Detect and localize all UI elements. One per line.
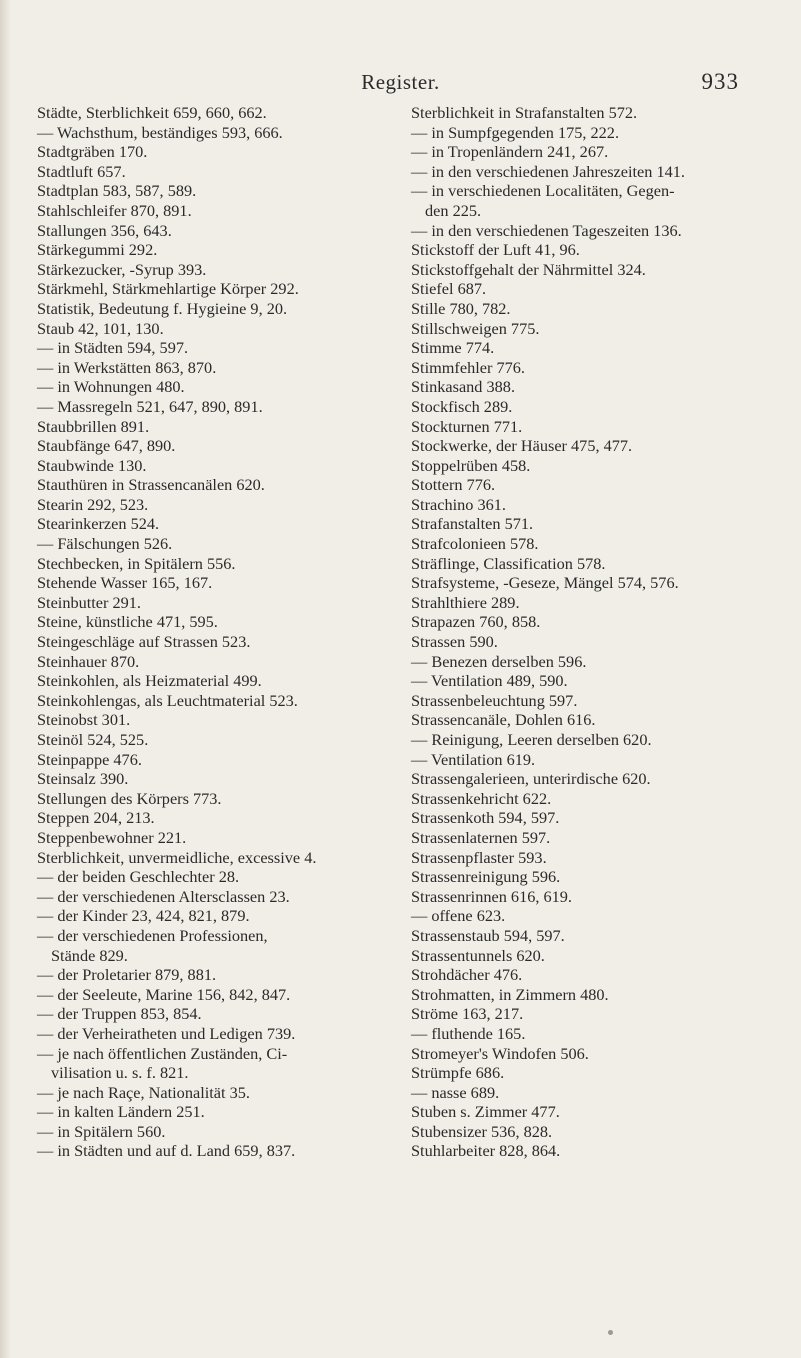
index-entry: Stockwerke, der Häuser 475, 477.	[411, 436, 633, 456]
index-entry: Stahlschleifer 870, 891.	[37, 200, 192, 220]
index-entry: Stärkmehl, Stärkmehlartige Körper 292.	[37, 279, 299, 299]
index-entry: Steinkohlen, als Heizmaterial 499.	[37, 671, 262, 691]
index-entry: Strassenpflaster 593.	[411, 847, 547, 867]
index-entry: Staubfänge 647, 890.	[37, 436, 176, 456]
index-entry: Stockturnen 771.	[411, 416, 523, 436]
index-entry: Steinsalz 390.	[37, 769, 129, 789]
index-entry: Stinkasand 388.	[411, 377, 516, 397]
index-entry: Stauthüren in Strassencanälen 620.	[37, 475, 265, 495]
index-entry: Stadtluft 657.	[37, 161, 126, 181]
index-entry: Strassenstaub 594, 597.	[411, 925, 565, 945]
index-entry: Stubensizer 536, 828.	[411, 1121, 553, 1141]
index-entry: — in den verschiedenen Jahreszeiten 141.	[411, 161, 685, 181]
page-spine-shadow	[0, 0, 10, 1358]
index-column-right	[411, 103, 791, 1161]
index-entry: Steinobst 301.	[37, 710, 131, 730]
index-entry: Staubwinde 130.	[37, 455, 147, 475]
index-entry: Strahlthiere 289.	[411, 592, 520, 612]
index-entry: Stärkegummi 292.	[37, 240, 158, 260]
index-entry: — in Werkstätten 863, 870.	[37, 357, 217, 377]
index-entry: Strassencanäle, Dohlen 616.	[411, 710, 596, 730]
running-title: Register.	[361, 70, 440, 94]
index-entry: Stellungen des Körpers 773.	[37, 788, 222, 808]
index-entry: — der verschiedenen Altersclassen 23.	[37, 886, 290, 906]
index-entry: Steinbutter 291.	[37, 592, 142, 612]
index-entry: Stechbecken, in Spitälern 556.	[37, 553, 236, 573]
index-entry: Steinpappe 476.	[37, 749, 142, 769]
index-entry: Strassengalerieen, unterirdische 620.	[411, 769, 651, 789]
index-column-left	[37, 103, 407, 1161]
index-entry: — der verschiedenen Professionen,	[37, 925, 268, 945]
index-entry: Strapazen 760, 858.	[411, 612, 541, 632]
index-entry: Staubbrillen 891.	[37, 416, 150, 436]
index-entry: Strassenkehricht 622.	[411, 788, 552, 808]
index-entry: — in den verschiedenen Tageszeiten 136.	[411, 220, 682, 240]
index-entry: — Reinigung, Leeren derselben 620.	[411, 730, 652, 749]
page-header	[0, 70, 801, 100]
index-entry: Steppen 204, 213.	[37, 808, 155, 828]
index-entry: Steinhauer 870.	[37, 651, 140, 671]
index-entry: den 225.	[425, 200, 482, 220]
index-entry: Strassentunnels 620.	[411, 945, 545, 965]
index-entry: Strassen 590.	[411, 632, 498, 652]
index-entry: Strassenrinnen 616, 619.	[411, 886, 572, 906]
index-entry: Stockfisch 289.	[411, 396, 513, 416]
index-entry: Stickstoff der Luft 41, 96.	[411, 240, 580, 260]
index-entry: — in kalten Ländern 251.	[37, 1102, 205, 1122]
index-entry: — offene 623.	[411, 906, 506, 926]
index-entry: Statistik, Bedeutung f. Hygieine 9, 20.	[37, 298, 288, 318]
index-entry: Staub 42, 101, 130.	[37, 318, 164, 338]
index-entry: Städte, Sterblichkeit 659, 660, 662.	[37, 103, 267, 122]
index-entry: — in Wohnungen 480.	[37, 377, 185, 397]
index-entry: Stearin 292, 523.	[37, 494, 149, 514]
index-entry: — der Seeleute, Marine 156, 842, 847.	[37, 984, 291, 1004]
index-entry: — in Sumpfgegenden 175, 222.	[411, 122, 620, 142]
index-entry: — Ventilation 619.	[411, 749, 536, 769]
index-entry: Stände 829.	[51, 945, 128, 965]
index-entry: vilisation u. s. f. 821.	[51, 1063, 189, 1083]
ink-speck	[608, 1330, 613, 1335]
index-entry: Steinkohlengas, als Leuchtmaterial 523.	[37, 690, 298, 710]
index-entry: — Wachsthum, beständiges 593, 666.	[37, 122, 283, 142]
index-entry: Sterblichkeit, unvermeidliche, excessive 4.	[37, 847, 317, 867]
index-entry: Strassenlaternen 597.	[411, 827, 551, 847]
index-entry: Steine, künstliche 471, 595.	[37, 612, 218, 632]
index-entry: Sträflinge, Classification 578.	[411, 553, 606, 573]
index-entry: Stottern 776.	[411, 475, 496, 495]
index-entry: — der Truppen 853, 854.	[37, 1004, 202, 1024]
index-entry: Strachino 361.	[411, 494, 506, 514]
index-entry: Ströme 163, 217.	[411, 1004, 524, 1024]
index-entry: Strafcolonieen 578.	[411, 534, 539, 554]
index-entry: — der Verheiratheten und Ledigen 739.	[37, 1023, 296, 1043]
index-entry: Strafanstalten 571.	[411, 514, 534, 534]
index-entry: Strohmatten, in Zimmern 480.	[411, 984, 609, 1004]
index-entry: — in Tropenländern 241, 267.	[411, 142, 609, 162]
index-entry: — der beiden Geschlechter 28.	[37, 867, 240, 887]
index-entry: — Massregeln 521, 647, 890, 891.	[37, 396, 263, 416]
index-entry: — in Städten 594, 597.	[37, 338, 189, 358]
index-entry: Strafsysteme, -Geseze, Mängel 574, 576.	[411, 573, 679, 593]
index-entry: — der Proletarier 879, 881.	[37, 965, 217, 985]
index-entry: — Benezen derselben 596.	[411, 651, 587, 671]
index-entry: Stearinkerzen 524.	[37, 514, 160, 534]
index-entry: — der Kinder 23, 424, 821, 879.	[37, 906, 250, 926]
index-entry: Strümpfe 686.	[411, 1063, 505, 1083]
index-entry: Stoppelrüben 458.	[411, 455, 531, 475]
index-entry: Stromeyer's Windofen 506.	[411, 1043, 589, 1063]
index-entry: — je nach Raçe, Nationalität 35.	[37, 1082, 250, 1102]
index-entry: Stadtgräben 170.	[37, 142, 148, 162]
index-entry: Stehende Wasser 165, 167.	[37, 573, 213, 593]
index-entry: — Fälschungen 526.	[37, 534, 173, 554]
index-entry: Steppenbewohner 221.	[37, 827, 187, 847]
index-entry: Strohdächer 476.	[411, 965, 523, 985]
index-entry: Stimme 774.	[411, 338, 495, 358]
index-entry: Stimmfehler 776.	[411, 357, 525, 377]
index-entry: — je nach öffentlichen Zuständen, Ci-	[37, 1043, 288, 1063]
index-entry: Stiefel 687.	[411, 279, 487, 299]
index-entry: Strassenbeleuchtung 597.	[411, 690, 578, 710]
index-entry: Stuben s. Zimmer 477.	[411, 1102, 560, 1122]
index-entry: — Ventilation 489, 590.	[411, 671, 568, 691]
index-entry: — in Städten und auf d. Land 659, 837.	[37, 1141, 296, 1161]
index-entry: Steinöl 524, 525.	[37, 730, 149, 749]
index-entry: Strassenkoth 594, 597.	[411, 808, 560, 828]
index-entry: — in Spitälern 560.	[37, 1121, 166, 1141]
index-entry: Stadtplan 583, 587, 589.	[37, 181, 197, 201]
index-entry: Stillschweigen 775.	[411, 318, 540, 338]
index-entry: Stallungen 356, 643.	[37, 220, 172, 240]
index-entry: Stärkezucker, -Syrup 393.	[37, 259, 207, 279]
index-entry: Strassenreinigung 596.	[411, 867, 561, 887]
index-entry: Stille 780, 782.	[411, 298, 511, 318]
index-entry: Stickstoffgehalt der Nährmittel 324.	[411, 259, 646, 279]
index-entry: — in verschiedenen Localitäten, Gegen-	[411, 181, 675, 201]
index-entry: Steingeschläge auf Strassen 523.	[37, 632, 251, 652]
index-entry: Stuhlarbeiter 828, 864.	[411, 1141, 561, 1161]
index-entry: Sterblichkeit in Strafanstalten 572.	[411, 103, 638, 122]
page-number: 933	[701, 69, 739, 94]
index-entry: — nasse 689.	[411, 1082, 500, 1102]
index-entry: — fluthende 165.	[411, 1023, 526, 1043]
